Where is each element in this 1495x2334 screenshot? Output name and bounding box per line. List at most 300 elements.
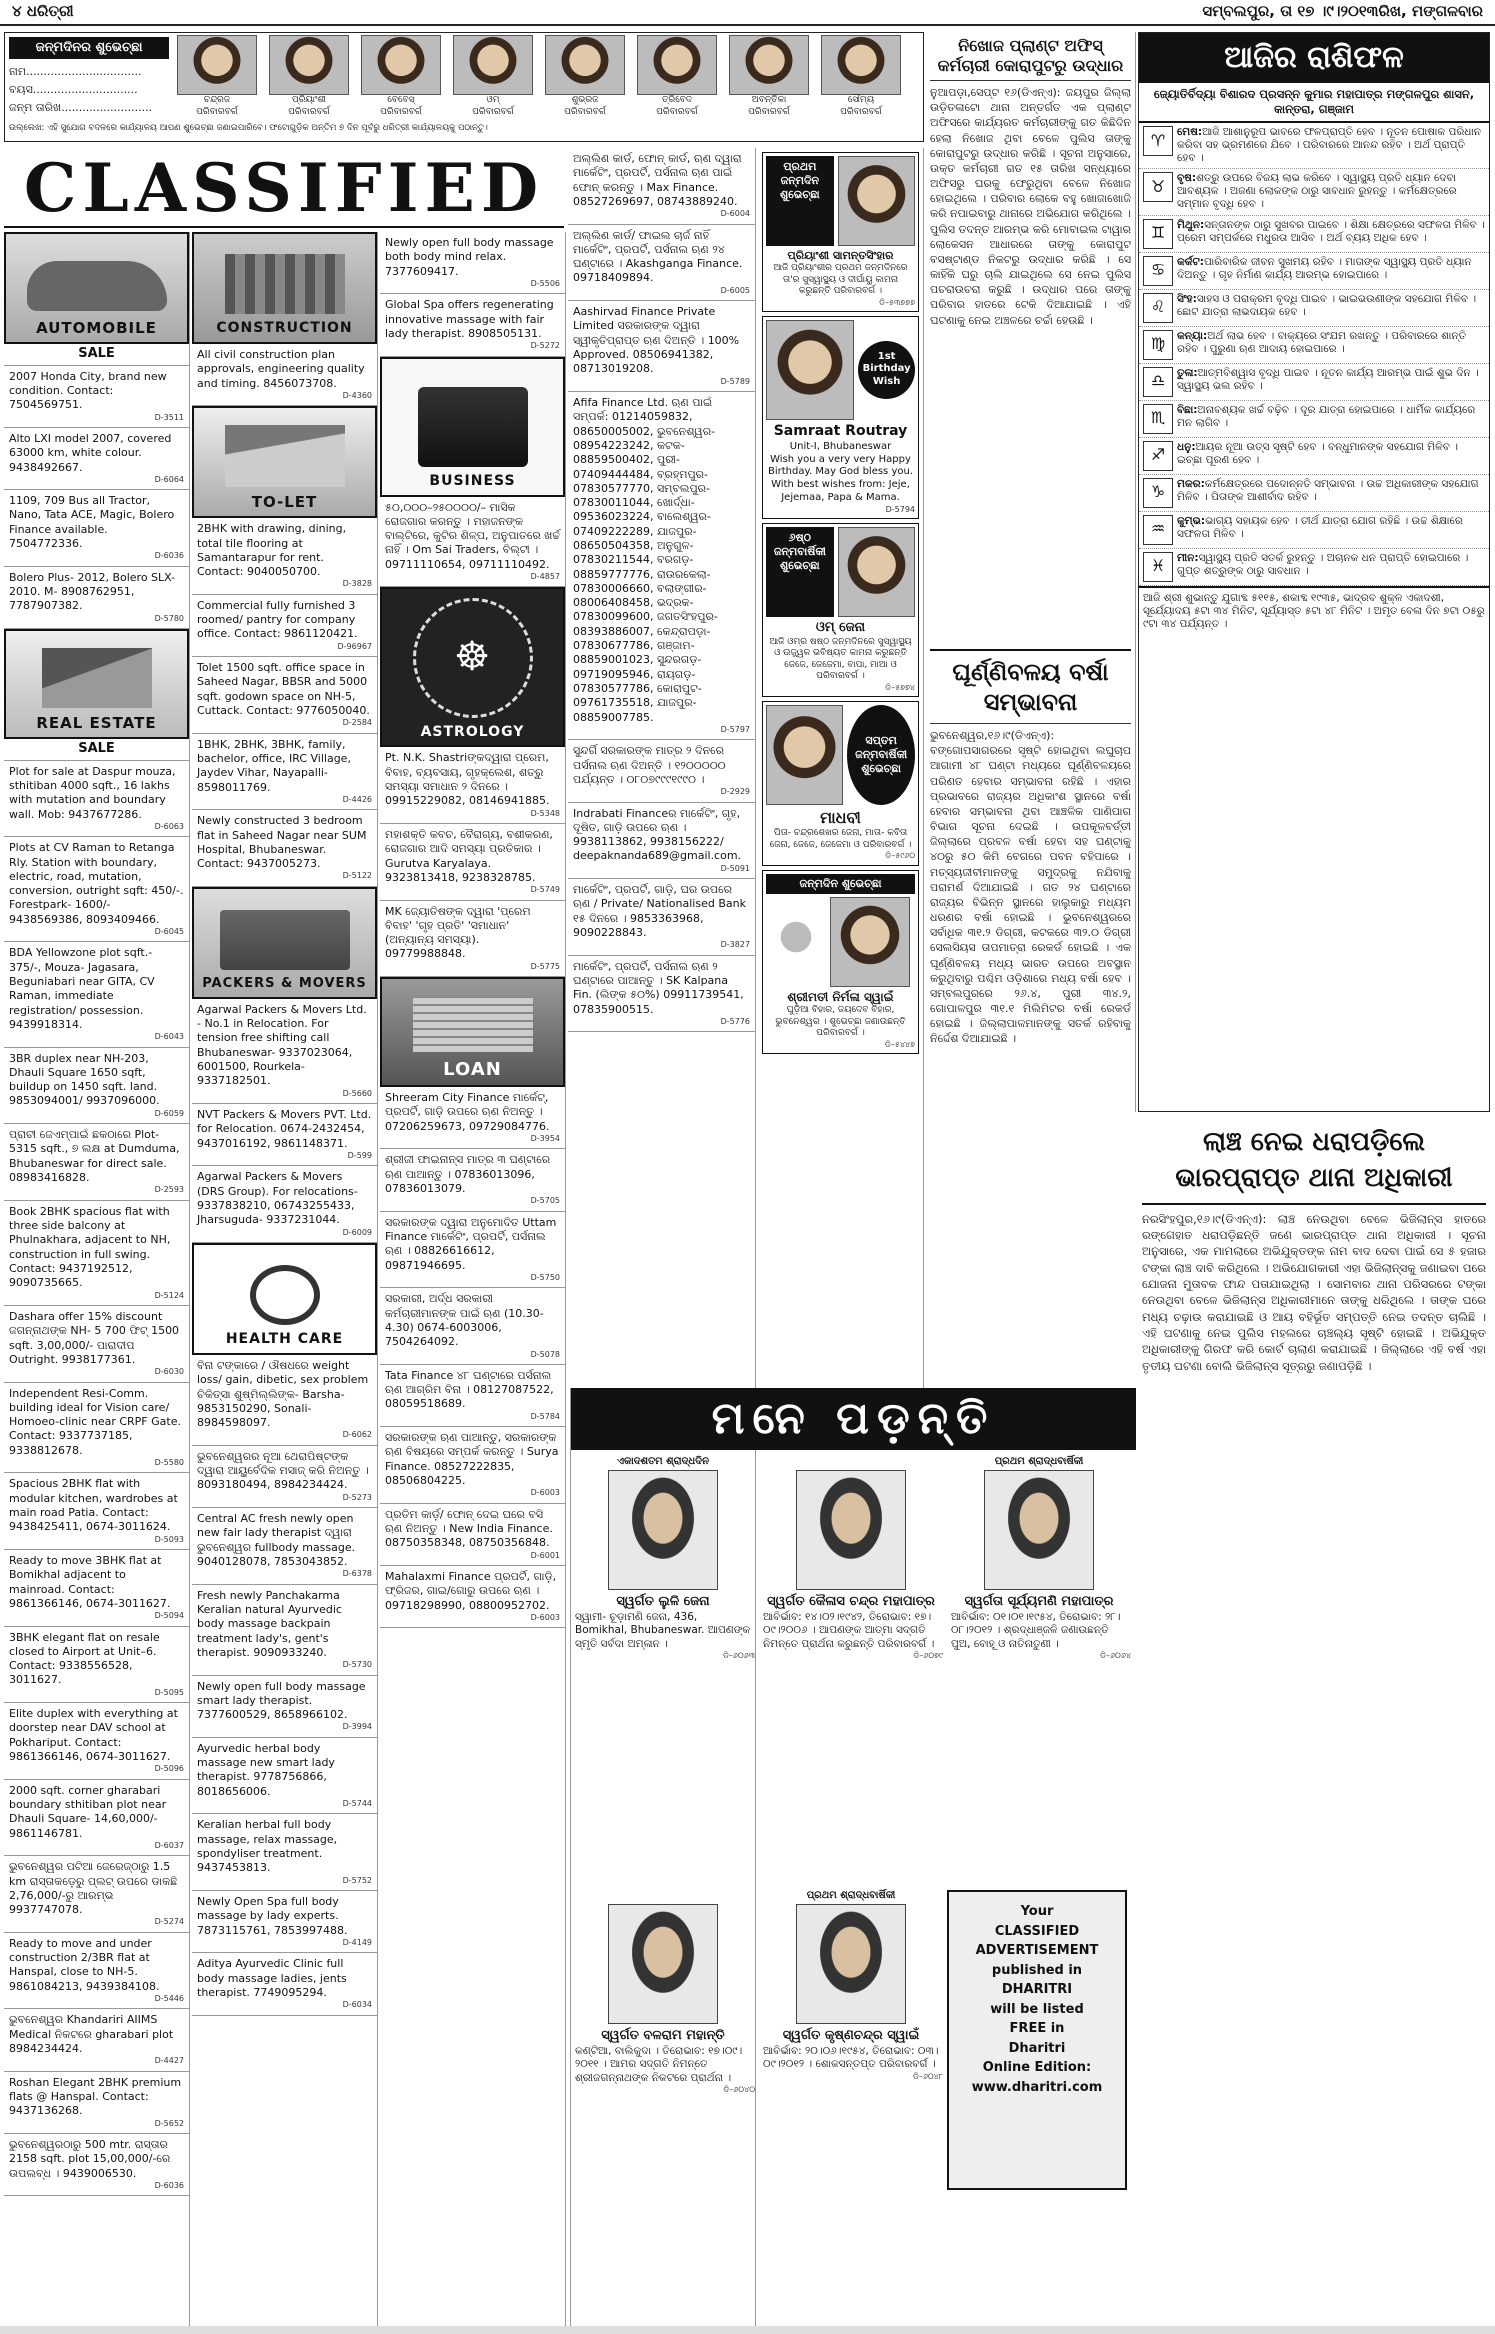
ad-code: D-6003 [530, 1612, 560, 1622]
rashi-text [1177, 172, 1485, 211]
rashi-symbol-icon: ♏ [1143, 404, 1173, 434]
rashi-text [1177, 256, 1485, 286]
rashi-text [1177, 515, 1485, 545]
wish4-text: ପିତା- ଚନ୍ଦ୍ରଶେଖର ଜେନା, ମାତା- କବିତା ଜେନା, ଜେଜେ, ଜେଜେମା ଓ ପରିବାରବର୍ଗ । [769, 828, 912, 850]
news3-block [1138, 1120, 1490, 2328]
ad-text: 3BR duplex near NH-203, Dhauli Square 1650 sqft, buildup on 1450 sqft. land. 9853094001/ 9937096000. [9, 1051, 160, 1108]
ad-text: ପ୍ରତିମ କାର୍ଡ଼/ ଫୋନ୍ ଦେଇ ଘରେ ବସି ଋଣ ନିଅନ୍ତୁ । New India Finance. 08750358348, 08750356848. [385, 1507, 553, 1550]
wish1-title: ପ୍ରଥମ ଜନ୍ମଦିନ ଶୁଭେଚ୍ଛା [766, 156, 834, 246]
classified-ad [380, 1427, 565, 1504]
ad-text: ସରକାରୀ, ଅର୍ଦ୍ଧ ସରକାରୀ କର୍ମଚାରୀମାନଙ୍କ ପାଇଁ ଋଣ (10.30-4.30) 0674-6003006, 7504264092. [385, 1292, 544, 1349]
classified-ad [192, 1891, 377, 1953]
classified-ad [568, 879, 755, 956]
classified-ad [192, 1585, 377, 1676]
memorial-title: ମନେ ପଡ଼ନ୍ତି [571, 1388, 1136, 1450]
wish5-name: ଶ୍ରୀମତୀ ନିର୍ମଳା ସ୍ୱାଇଁ [787, 989, 894, 1004]
ad-text: Plots at CV Raman to Retanga Rly. Station with boundary, electric, road, mutation, conversion, outright sqft: 450/-. Forestpark- 1600/- 9438569386, 8093409466. [9, 841, 184, 926]
memorial-tag: ପ୍ରଥମ ଶ୍ରାଦ୍ଧବାର୍ଷିକୀ [806, 1890, 896, 1901]
classified-ad [4, 366, 189, 428]
ad-code: D-6036 [154, 2180, 184, 2190]
ad-code: D-6378 [342, 1569, 372, 1579]
classified-ad [192, 1104, 377, 1166]
briefcase-icon [418, 387, 528, 467]
rashi-text [1177, 478, 1485, 508]
rashi-text [1177, 293, 1485, 323]
ad-text: Aashirvad Finance Private Limited ସରକାରଙ୍କ ଦ୍ୱାରା ସ୍ୱୀକୃତିପ୍ରାପ୍ତ ଋଣ ଦିଅନ୍ତି । 100% Approved. 08506941382, 08713019208. [573, 305, 740, 376]
memorial-photo [796, 1470, 906, 1590]
promo-line: Your [1020, 1904, 1054, 1919]
memorial-photo [984, 1470, 1094, 1590]
rashi-text [1177, 552, 1485, 582]
ad-code: D-5705 [530, 1196, 560, 1206]
form-dob: ଜନ୍ମ ତାରିଖ.......................... [9, 101, 153, 114]
children-photos [175, 35, 920, 119]
ad-code: D-5730 [342, 1660, 372, 1670]
wish1-name: ପ୍ରିୟାଂଶୀ ସାମନ୍ତସିଂହାର [787, 249, 894, 262]
news1-body: ନୁଆପଡ଼ା,ସେପ୍ଟ ୧୬(ଡିଏନ୍ଏ): ଜୟପୁର ଜିଲ୍ଲା ଉଡ଼ିତଳାଟୋ ଥାନା ଅନ୍ତର୍ଗତ ଏକ ପ୍ଲାଣ୍ଟ ଅଫିସରେ କାର୍ଯ୍ୟରତ କର୍ମଚାରୀଙ୍କୁ ଗତ କିଛିଦିନ ହେଲା ନିଖୋଜ ଥିବା ବେଳେ ପୁଲିସ ତାଙ୍କୁ କୋରାପୁଟରୁ ଉଦ୍ଧାର କରିଛି । ସୂଚନା ଅନୁସାରେ, ଉକ୍ତ କର୍ମଚାରୀ ଗତ ୧୫ ତାରିଖ ସନ୍ଧ୍ୟାରେ ଅଫିସରୁ ଘରକୁ ଫେରୁଥିବା ବେଳେ ନିଖୋଜ ହୋଇଥିଲେ । ପରିବାର ଲୋକେ ବହୁ ଖୋଜାଖୋଜି କରି ନପାଇବାରୁ ଥାନାରେ ଅଭିଯୋଗ କରିଥିଲେ । ପୁଲିସ ତଦନ୍ତ ଆରମ୍ଭ କରି ମୋବାଇଲ ଟାୱାର ଲୋକେସନ ଆଧାରରେ ତାଙ୍କୁ କୋରାପୁଟ ବସଷ୍ଟାଣ୍ଡ ନିକଟରୁ ଉଦ୍ଧାର କରିଛି । ସେ କାହିଁକି ଘରୁ ଚାଲି ଯାଇଥିଲେ ସେ ନେଇ ପୁଲିସ ପଚରାଉଚରା କରୁଛି । ଉଦ୍ଧାର ପରେ ତାଙ୍କୁ ପରିବାର ହାତରେ ଟେକି ଦିଆଯାଇଛି । ଏହି ଘଟଣାକୁ ନେଇ ଅଞ୍ଚଳରେ ଚର୍ଚ୍ଚା ହେଉଛି । [930, 86, 1131, 327]
rashi-symbol-icon: ♑ [1143, 478, 1173, 508]
classified-ad [380, 1288, 565, 1365]
rashi-desc: ଆଜି ଆଶାନୁରୂପ ଭାବରେ ଫଳପ୍ରାପ୍ତି ହେବ । ନୂତନ ପୋଷାକ ପରିଧାନ କରିବା ସହ ଭ୍ରମଣରେ ଯିବେ । ପରିବାରରେ ଆନନ୍ଦ ରହିବ । ଅର୍ଥ ପ୍ରାପ୍ତି ହେବ । [1177, 125, 1482, 165]
classified-ad [568, 225, 755, 302]
ad-code: D-5506 [530, 278, 560, 288]
ad-text: ବିନା ଟଙ୍କାରେ / ଔଷଧରେ weight loss/ gain, dibetic, sex problem ଚିକିତ୍ସା ଶୁଷ୍ମିଲ୍ଲିଙ୍କ- Barsha- 9853150290, Sonali- 8984598097. [197, 1358, 369, 1430]
ad-code: D-6005 [720, 285, 750, 295]
page-number: ୪ ଧରିତ୍ରୀ [12, 2, 74, 21]
wish1-code: ଡି–୫୩୭୭୭ [879, 297, 915, 307]
rashi-item [1139, 123, 1489, 169]
ad-text: Spacious 2BHK flat with modular kitchen, wardrobes at main road Patia. Contact: 9438425411, 0674-3011624. [9, 1477, 178, 1534]
birthday-form [9, 63, 169, 117]
finance-ads [568, 148, 755, 1032]
packers-section [192, 887, 377, 999]
construction-label: CONSTRUCTION [216, 320, 353, 337]
rashi-name: ତୁଳା: [1177, 366, 1198, 379]
rashi-symbol-icon: ♒ [1143, 515, 1173, 545]
child-name: ଅବନ୍ତିକା [751, 95, 787, 105]
business-label: BUSINESS [429, 472, 516, 489]
memorial-tag [759, 1456, 943, 1470]
classified-ad [192, 657, 377, 734]
rashi-name: ବିଛା: [1177, 403, 1198, 416]
memorial-card [759, 1890, 943, 2082]
classified-ad [192, 1508, 377, 1585]
ad-code: D-4426 [342, 794, 372, 804]
child-sub: ପରିବାରବର୍ଗ [380, 106, 422, 117]
rashi-item [1139, 475, 1489, 512]
memorial-card [571, 1890, 755, 2095]
ad-code: D-5660 [342, 1088, 372, 1098]
classified-ad [192, 1814, 377, 1891]
memorial-photo [796, 1904, 906, 2024]
ad-text: 1BHK, 2BHK, 3BHK, family, bachelor, office, IRC Village, Jaydev Vihar, Nayapalli- 8598011769. [197, 737, 351, 794]
classified-ad [4, 2134, 189, 2196]
madhavi-birthday-wish [762, 701, 919, 866]
promo-line: Online Edition: [982, 2060, 1092, 2075]
child-photo [821, 35, 901, 95]
promo-line: CLASSIFIED [994, 1923, 1080, 1939]
wish2-text: Wish you a very very Happy Birthday. May God bless you. With best wishes from: Jeje, Jejemaa, Papa & Mama. [767, 453, 913, 503]
classified-ad [192, 1738, 377, 1815]
flower-image [766, 897, 826, 977]
classified-ad [4, 1306, 189, 1383]
child-card [359, 35, 443, 119]
wish4-code: ଡି–୫୯୬୦ [885, 851, 915, 861]
news3-body: ନରସିଂହପୁର,୧୬।୯(ଡିଏନ୍ଏ): ଲାଞ୍ଚ ନେଉଥିବା ବେଳେ ଭିଜିଲାନ୍ସ ହାତରେ ରଙ୍ଗେହାତ ଧରାପଡ଼ିଛନ୍ତି ଜଣେ ଭାରପ୍ରାପ୍ତ ଥାନା ଅଧିକାରୀ । ସୂଚନା ଅନୁସାରେ, ଏକ ମାମଲାରେ ଅଭିଯୁକ୍ତଙ୍କ ନାମ ବାଦ ଦେବା ପାଇଁ ସେ ୫ ହଜାର ଟଙ୍କା ଲାଞ୍ଚ ଦାବି କରିଥିଲେ । ଅଭିଯୋଗକାରୀ ଏହା ଭିଜିଲାନ୍ସକୁ ଜଣାଇବା ପରେ ଯୋଜନା ମୁତାବକ ଫାନ୍ଦ ପତାଯାଇଥିଲା । ସୋମବାର ଥାନା ପରିସରରେ ଟଙ୍କା ନେଉଥିବା ବେଳେ ଭିଜିଲାନ୍ସ ଅଧିକାରୀମାନେ ତାଙ୍କୁ ଧରିଥିଲେ । ତାଙ୍କ ଘରେ ମଧ୍ୟ ଚଢ଼ାଉ କରାଯାଇଛି ଓ ଆୟ ବହିର୍ଭୂତ ସମ୍ପତ୍ତି ନେଇ ତଦନ୍ତ ଚାଲିଛି । ଏହି ଘଟଣାକୁ ନେଇ ପୁଲିସ ମହଲରେ ଚାଞ୍ଚଲ୍ୟ ସୃଷ୍ଟି ହୋଇଛି । ଅଭିଯୁକ୍ତ ଅଧିକାରୀଙ୍କୁ ଗିରଫ କରି କୋର୍ଟ ଚାଲାଣ କରାଯାଇଛି । ଜିଲ୍ଲାରେ ଏହି ବର୍ଷ ଏହା ତୃତୀୟ ଘଟଣା ବୋଲି ଭିଜିଲାନ୍ସ ସୂତ୍ରରୁ ଜଣାପଡ଼ିଛି । [1142, 1211, 1486, 1373]
classified-column-1 [4, 232, 190, 2328]
ad-code: D-5749 [530, 885, 560, 895]
ad-code: D-6037 [154, 1840, 184, 1850]
ad-text: ୫୦,୦୦୦–୨୫୦୦୦୦/– ମାସିକ ରୋଜଗାର କରନ୍ତୁ । ମହାଜନଙ୍କ ବାଲ୍ଟିରେ, କୁଟିର ଶିଳ୍ପ, ଅନୁପାତରେ ଖର୍ଚ୍ଚ ନାହିଁ । Om Sai Traders, ବିଲ୍ଟୀ । 09711110654, 09711110492. [385, 500, 560, 571]
rashi-name: ସିଂହ: [1177, 292, 1197, 305]
packers-ads [192, 999, 377, 1243]
child-photo [729, 35, 809, 95]
construction-ads [192, 344, 377, 406]
ad-text: Shreeram City Finance ମାର୍କେଟ୍, ପ୍ରପର୍ଟି, ଗାଡ଼ି ଉପରେ ଋଣ ନିଅନ୍ତୁ । 07206259673, 09729084776. [385, 1091, 550, 1133]
zodiac-wheel-icon: ☸ [413, 598, 533, 718]
rashi-item [1139, 327, 1489, 364]
classified-ad [4, 1383, 189, 1474]
child-name: ଚନ୍ଦ୍ରଜ [203, 95, 231, 105]
online-edition-promo [947, 1890, 1127, 2190]
memorial-name: ସ୍ୱର୍ଗତ ଲୁଳି ଜେନା [616, 1594, 710, 1609]
ad-code: D-5784 [530, 1411, 560, 1421]
ad-text: ଭୁବନେଶ୍ୱରର ନୂଆ ଥେରାପିଷ୍ଟଙ୍କ ଦ୍ୱାରା ଆୟୁର୍ବେଦିକ ମସାଜ୍ କରି ନିଅନ୍ତୁ । 8093180494, 8984234424. [197, 1449, 369, 1492]
memorial-text: ଆବିର୍ଭାବ: ୦୧।୦୧।୧୯୫୪, ତିରୋଭାବ: ୨୮।୦୮।୨୦୧୨ । ଶ୍ରଦ୍ଧାଞ୍ଜଳି ଜଣାଉଛନ୍ତି ପୁଅ, ବୋହୂ ଓ ନାତିନାତୁଣୀ । [951, 1610, 1121, 1650]
classified-ad [4, 2072, 189, 2134]
memorial-photo [608, 1904, 718, 2024]
news3-headline: ଲାଞ୍ଚ ନେଇ ଧରାପଡ଼ିଲେ ଭାରପ୍ରାପ୍ତ ଥାନା ଅଧିକାରୀ [1142, 1124, 1486, 1205]
rashi-text [1177, 126, 1485, 165]
wish2-badge: 1st Birthday Wish [858, 341, 915, 399]
ad-code: D-5272 [530, 341, 560, 351]
rashi-symbol-icon: ♉ [1143, 172, 1173, 202]
om-birthday-wish [762, 523, 919, 697]
astrology-ads [380, 747, 565, 977]
ad-text: Tata Finance ୪୮ ଘଣ୍ଟାରେ ପର୍ସନାଲ ଋଣ ଆଗ୍ରିମ ବିନା । 08127087522, 08059518689. [385, 1368, 554, 1411]
sale-head: SALE [4, 344, 189, 366]
ad-text: ମାର୍କେଟିଂ, ପ୍ରପର୍ଟି, ଗାଡ଼ି, ଘର ଉପରେ ଋଣ / Private/ Nationalised Bank ୧୫ ଦିନରେ । 9853363968, 9090228843. [573, 883, 746, 939]
promo-line: Dharitri [1008, 2040, 1066, 2056]
classified-ad [4, 1780, 189, 1857]
wish2-code: D-5794 [885, 504, 915, 514]
classified-ad [380, 824, 565, 901]
ad-text: Bolero Plus- 2012, Bolero SLX- 2010. M- 8908762951, 7787907382. [9, 570, 176, 613]
promo-line: ADVERTISEMENT [975, 1943, 1099, 1958]
classified-ad [380, 1504, 565, 1566]
ad-text: Ready to move 3BHK flat at Bomikhal adjacent to mainroad. Contact: 9861366146, 0674-3011627. [9, 1553, 171, 1610]
rashi-desc: ଆତ୍ମବିଶ୍ୱାସ ବୃଦ୍ଧି ପାଇବ । ନୂତନ କାର୍ଯ୍ୟ ଆରମ୍ଭ ପାଇଁ ଶୁଭ ଦିନ । ସ୍ୱାସ୍ଥ୍ୟ ଭଲ ରହିବ । [1177, 366, 1479, 392]
business-section [380, 357, 565, 497]
ad-code: D-5348 [530, 808, 560, 818]
ad-code: D-3511 [154, 412, 184, 422]
classified-ad [568, 956, 755, 1033]
automobile-section [4, 232, 189, 344]
child-photo [453, 35, 533, 95]
classified-ad [568, 740, 755, 802]
ad-code: D-4149 [342, 1937, 372, 1947]
classified-column-3 [380, 232, 566, 2328]
child-photo [177, 35, 257, 95]
child-name: ବେବେସ୍ [387, 95, 415, 105]
health-section [192, 1243, 377, 1355]
classified-ad [4, 1856, 189, 1933]
memorial-card [759, 1456, 943, 1661]
to-let-label: TO-LET [251, 493, 318, 512]
child-sub: ପରିବାରବର୍ଗ [748, 106, 790, 117]
ad-text: Newly open full body massage smart lady therapist. 7377600529, 8658966102. [197, 1679, 366, 1722]
child-name: ଓମ୍ [486, 95, 500, 105]
ad-code: D-6034 [342, 2000, 372, 2010]
rashi-text [1177, 404, 1485, 434]
classified-ad [192, 1166, 377, 1243]
classified-ad [192, 734, 377, 811]
rashi-desc: ଶତ୍ରୁ ଉପରେ ବିଜୟ ଲାଭ କରିବେ । ସ୍ୱାସ୍ଥ୍ୟ ପ୍ରତି ଧ୍ୟାନ ଦେବା ଆବଶ୍ୟକ । ଅଜଣା ଲୋକଙ୍କ ଠାରୁ ସାବଧାନ ରୁହନ୍ତୁ । କର୍ମକ୍ଷେତ୍ରରେ ସମ୍ମାନ ବୃଦ୍ଧି ହେବ । [1177, 172, 1457, 211]
child-sub: ପରିବାରବର୍ଗ [472, 106, 514, 117]
rashi-symbol-icon: ♊ [1143, 219, 1173, 249]
ad-code: D-5096 [154, 1764, 184, 1774]
classified-column-2 [192, 232, 378, 2328]
classified-ad [192, 1953, 377, 2015]
rashifal-title: ଆଜିର ରାଶିଫଳ [1139, 33, 1489, 83]
wish5-text: ଘୁଡ଼ିଆ ବିହାର, ଜୟଦେବ ବିହାର, ଭୁବନେଶ୍ୱର । ଶୁଭେଚ୍ଛା ଜଣାଉଛନ୍ତି ପରିବାରବର୍ଗ । [775, 1005, 906, 1039]
classified-ad [192, 344, 377, 406]
rashi-desc: ଅର୍ଥ ଲାଭ ହେବ । ବାକ୍ୟରେ ସଂଯମ ରଖନ୍ତୁ । ପରିବାରରେ ଶାନ୍ତି ରହିବ । ପୁରୁଣା ଋଣ ଆଦାୟ ହୋଇପାରେ । [1177, 329, 1467, 355]
sale-head-2: SALE [4, 739, 189, 761]
wish5-title: ଜନ୍ମଦିନ ଶୁଭେଚ୍ଛା [766, 874, 915, 894]
automobile-label: AUTOMOBILE [36, 318, 157, 337]
rashi-item [1139, 549, 1489, 586]
rashi-desc: ଅନାବଶ୍ୟକ ଖର୍ଚ୍ଚ ବଢ଼ିବ । ଦୂର ଯାତ୍ରା ହୋଇପାରେ । ଧାର୍ମିକ କାର୍ଯ୍ୟରେ ମନ ଲାଗିବ । [1177, 403, 1476, 429]
ad-text: Dashara offer 15% discount ଜଗନ୍ନାଥଙ୍କ NH- 5 700 ଫିଟ୍ 1500 sqft. 3,00,000/- ପାରାଦୀପ Outright. 9938177361. [9, 1309, 180, 1366]
page-header [0, 0, 1495, 26]
ad-text: 2000 sqft. corner gharabari boundary sthitiban plot near Dhauli Square- 14,60,000/- 9861146781. [9, 1783, 167, 1840]
ad-code: D-5094 [154, 1611, 184, 1621]
classified-ad [568, 392, 755, 740]
ad-code: D-6062 [342, 1430, 372, 1440]
wish3-text: ଆଜି ଓମ୍ର ଷଷ୍ଠ ଜନ୍ମଦିନରେ ସୁସ୍ୱାସ୍ଥ୍ୟ ଓ ଉଜ୍ଜ୍ୱଳ ଭବିଷ୍ୟତ କାମନା କରୁଛନ୍ତି ଜେଜେ, ଜେଜେମା, ବାପା, ମାଆ ଓ ପରିବାରବର୍ଗ । [769, 636, 912, 682]
ad-code: D-5780 [154, 613, 184, 623]
ad-text: BDA Yellowzone plot sqft.- 375/-, Mouza- Jagasara, Beguniabari near GITA, CV Raman, immediate registration/ possession. 9439918314. [9, 946, 155, 1031]
ad-code: D-5752 [342, 1875, 372, 1885]
promo-line: FREE in [1009, 2021, 1065, 2036]
rashi-item [1139, 512, 1489, 549]
classified-ad [4, 490, 189, 567]
ad-code: D-3994 [342, 1722, 372, 1732]
ad-code: D-6001 [530, 1550, 560, 1560]
memorial-name: ସ୍ୱର୍ଗତ ବଳରାମ ମହାନ୍ତି [601, 2028, 725, 2043]
ad-code: D-6045 [154, 927, 184, 937]
page-footer [0, 2326, 1495, 2334]
rashi-name: ମିଥୁନ: [1177, 218, 1205, 231]
birthday-title: ଜନ୍ମଦିନର ଶୁଭେଚ୍ଛା [9, 37, 169, 59]
classified-ad [4, 1933, 189, 2010]
rashi-item [1139, 169, 1489, 215]
promo-line: www.dharitri.com [971, 2079, 1103, 2095]
classified-ad [4, 942, 189, 1047]
wishes-column [758, 148, 924, 1388]
car-image [27, 261, 167, 311]
rashi-symbol-icon: ♍ [1143, 330, 1173, 360]
ad-code: D-4427 [154, 2056, 184, 2066]
classified-ad [380, 1149, 565, 1211]
ad-text: Newly constructed 3 bedroom flat in Saheed Nagar near SUM Hospital, Bhubaneswar. Contact: 9437005273. [197, 814, 367, 871]
dateline: ସମ୍ବଲପୁର, ତା ୧୭ ।୯।୨୦୧୩ରିଖ, ମଙ୍ଗଳବାର [1202, 2, 1483, 21]
building-image [225, 254, 345, 314]
ad-text: Commercial fully furnished 3 roomed/ pantry for company office. Contact: 9861120421. [197, 598, 358, 641]
promo-line: published in [991, 1962, 1083, 1978]
ad-code: D-6064 [154, 474, 184, 484]
classified-ad [380, 1212, 565, 1289]
rashi-item [1139, 438, 1489, 475]
rashi-desc: ସନ୍ତାନଙ୍କ ଠାରୁ ସୁଖବର ପାଇବେ । ଶିକ୍ଷା କ୍ଷେତ୍ରରେ ସଫଳତା ମିଳିବ । ପ୍ରେମ ସମ୍ପର୍କରେ ମଧୁରତା ଆସିବ । ଅର୍ଥ ବ୍ୟୟ ଅଧିକ ହେବ । [1177, 218, 1485, 244]
rashi-text [1177, 367, 1485, 397]
ad-code: D-5078 [530, 1349, 560, 1359]
birthday-note: ଉଲ୍ଲେଖ: ଏହି ସୁଯୋଗ ବଦଳରେ କାର୍ଯ୍ୟାଳୟ ଆପଣ ଶୁଭେଚ୍ଛା ଜଣାଇପାରିବେ। ଫଟୋଗୁଡ଼ିକ ଅନ୍ତିମ ୭ ଦିନ ପୂର୍ବରୁ ଧରିତ୍ରୀ କାର୍ଯ୍ୟାଳୟକୁ ପଠାନ୍ତୁ। [9, 123, 488, 133]
rashi-name: ମେଷ: [1177, 125, 1203, 138]
ad-text: ମାର୍କେଟିଂ, ପ୍ରପର୍ଟି, ପର୍ସନାଲ ଋଣ ୨ ଘଣ୍ଟାରେ ପାଆନ୍ତୁ । SK Kalpana Fin. (ଲିଙ୍କ ୫୦%) 09911739541, 07835900515. [573, 959, 744, 1016]
rashi-item [1139, 401, 1489, 438]
child-name: ପ୍ରିୟାଂଶୀ [291, 95, 326, 105]
promo-line: DHARITRI [1001, 1982, 1073, 1997]
child-card [543, 35, 627, 119]
memorial-code: ଡି–୬୦୬୪ [1100, 1650, 1131, 1660]
ad-code: D-5750 [530, 1272, 560, 1282]
ad-text: Indrabati Financeର ମାର୍କେଟିଂ, ଗୃହ, ଦୂଷିତ, ଗାଡ଼ି ଉପରେ ଋଣ । 9938113862, 9938156222/ deepaknanda689@gmail.com. [573, 806, 742, 863]
ad-text: Fresh newly Panchakarma Keralian natural Ayurvedic body massage backpain treatment lady's, gent's therapist. 9090933240. [197, 1588, 342, 1659]
wish3-code: ଡି–୫୭୭୪ [885, 682, 915, 692]
ad-text: 2007 Honda City, brand new condition. Contact: 7504569751. [9, 369, 167, 412]
classified-ad [380, 294, 565, 356]
child-photo [637, 35, 717, 95]
ad-code: D-3828 [342, 579, 372, 589]
classified-ad [568, 148, 755, 225]
classified-ad [192, 810, 377, 887]
ad-code: D-5124 [154, 1290, 184, 1300]
to-let-ads [192, 518, 377, 887]
rashi-name: କନ୍ୟା: [1177, 329, 1208, 342]
business-ads [380, 497, 565, 588]
money-image [413, 997, 533, 1052]
ad-code: D-6009 [342, 1227, 372, 1237]
rashi-name: ଧନୁ: [1177, 440, 1196, 453]
rashi-name: ବୃଷ: [1177, 172, 1197, 185]
classified-ad [4, 2009, 189, 2071]
ad-text: 2BHK with drawing, dining, total tile flooring at Samantarapur for rent. Contact: 9040050700. [197, 522, 347, 579]
real-estate-label: REAL ESTATE [36, 713, 157, 732]
ad-code: D-4857 [530, 572, 560, 582]
ad-code: D-5095 [154, 1687, 184, 1697]
classified-ad [4, 428, 189, 490]
memorial-text: ଆବିର୍ଭାବ: ୨୦।୦୬।୧୯୫୪, ତିରୋଭାବ: ୦୩।୦୯।୨୦୧୨ । ଶୋକସନ୍ତପ୍ତ ପରିବାରବର୍ଗ । [763, 2044, 939, 2071]
classified-ad [192, 518, 377, 595]
classified-ad [192, 595, 377, 657]
rashi-symbol-icon: ♓ [1143, 552, 1173, 582]
ad-text: Global Spa offers regenerating innovative massage with fair lady therapist. 8908505131. [385, 298, 554, 340]
ad-code: D-5093 [154, 1534, 184, 1544]
ad-code: D-96967 [337, 641, 372, 651]
ad-text: ଅଲ୍ଲିଣ କାର୍ଡ/ ଫାଇଲ ଚାର୍ଜ ନାହିଁ ମାର୍କେଟିଂ, ପ୍ରପର୍ଟି, ପର୍ସନାଲ ଋଣ ୨୪ ଘଣ୍ଟାରେ । Akashganga Finance. 09718409894. [573, 228, 743, 285]
classified-ad [380, 232, 565, 294]
ad-code: D-3954 [530, 1134, 560, 1144]
ad-code: D-5580 [154, 1457, 184, 1467]
health-ads [192, 1355, 377, 2016]
child-name: ତ୍ରିବେଦ [661, 95, 693, 105]
stethoscope-icon [250, 1265, 320, 1325]
ad-text: Central AC fresh newly open new fair lady therapist ଦ୍ୱାରା ଭୁବନେଶ୍ୱର fullbody massage. 9040128078, 7853043852. [197, 1512, 356, 1568]
child-card [175, 35, 259, 119]
rashi-symbol-icon: ♋ [1143, 256, 1173, 286]
ad-code: D-5775 [530, 961, 560, 971]
classified-ad [4, 1627, 189, 1704]
classified-ad [192, 1446, 377, 1508]
ad-text: Alto LXI model 2007, covered 63000 km, white colour. 9438492667. [9, 431, 172, 474]
ad-code: D-2584 [342, 718, 372, 728]
loan-section [380, 977, 565, 1087]
rashi-item [1139, 364, 1489, 401]
memorial-text: ଆବିର୍ଭାବ: ୧୪।୦୨।୧୯୪୨, ତିରୋଭାବ: ୧୭।୦୯।୨୦୦୬ । ଆପଣଙ୍କ ଆତ୍ମା ସଦ୍‌ଗତି ନିମନ୍ତେ ପ୍ରାର୍ଥନା କରୁଛନ୍ତି ପରିବାରବର୍ଗ । [763, 1610, 935, 1650]
rashi-list [1139, 123, 1489, 586]
real-estate-section [4, 629, 189, 739]
ad-code: D-2929 [720, 787, 750, 797]
ad-code: D-6063 [154, 821, 184, 831]
classified-ad [4, 1048, 189, 1125]
news2-headline: ଘୂର୍ଣ୍ଣିବଳୟ ବର୍ଷା ସମ୍ଭାବନା [930, 649, 1131, 724]
wish3-title: ୬ଷ୍ଠ ଜନ୍ମବାର୍ଷିକୀ ଶୁଭେଚ୍ଛା [766, 527, 834, 617]
classified-ad [192, 1355, 377, 1446]
rashi-symbol-icon: ♈ [1143, 126, 1173, 156]
rashi-desc: ଭାଗ୍ୟ ସହାୟକ ହେବ । ତୀର୍ଥ ଯାତ୍ରା ଯୋଗ ରହିଛି । ଉଚ୍ଚ ଶିକ୍ଷାରେ ସଫଳତା ମିଳିବ । [1177, 514, 1463, 540]
child-sub: ପରିବାରବର୍ଗ [656, 106, 698, 117]
memorial-name: ସ୍ୱର୍ଗତା ସୂର୍ଯ୍ୟମଣି ମହାପାତ୍ର [964, 1594, 1114, 1609]
ad-code: D-5274 [154, 1917, 184, 1927]
rashi-desc: କର୍ମକ୍ଷେତ୍ରରେ ପଦୋନ୍ନତି ସମ୍ଭାବନା । ଉଚ୍ଚ ଅଧିକାରୀଙ୍କ ସହଯୋଗ ମିଳିବ । ପିତାଙ୍କ ଆଶୀର୍ବାଦ ରହିବ । [1177, 477, 1479, 503]
rashi-desc: ଆୟର ନୂଆ ଉତ୍ସ ସୃଷ୍ଟି ହେବ । ବନ୍ଧୁମାନଙ୍କ ସହଯୋଗ ମିଳିବ । ଇଚ୍ଛା ପୂରଣ ହେବ । [1177, 440, 1458, 466]
ad-text: ମହାଶକ୍ତି କବଚ, ବୈରାଗ୍ୟ, ବଶୀକରଣ, ରୋଜଗାର ଆଦି ସମସ୍ୟା ପ୍ରତିକାର । Gurutva Karyalaya. 9323813418, 9238328785. [385, 828, 553, 884]
classified-ad [4, 1201, 189, 1306]
form-name: ନାମ................................. [9, 65, 142, 78]
wish5-code: ଡି–୫୪୪୭ [884, 1039, 915, 1049]
memorial-tag: ପ୍ରଥମ ଶ୍ରାଦ୍ଧବାର୍ଷିକୀ [994, 1456, 1084, 1467]
ad-text: Keralian herbal full body massage, relax massage, spondyliser treatment. 9437453813. [197, 1818, 338, 1875]
rashi-name: କର୍କଟ: [1177, 255, 1204, 268]
child-photo [361, 35, 441, 95]
rashifal-box [1138, 32, 1490, 1112]
ad-text: ଭୁବନେଶ୍ୱର Khandariri AIIMS Medical ନିକଟରେ gharabari plot 8984234424. [9, 2013, 174, 2056]
realestate-ads [4, 761, 189, 2197]
promo-line: will be listed [990, 2001, 1084, 2017]
wish4-name: ମାଧବୀ [820, 807, 861, 827]
rashi-desc: ପାରିବାରିକ ଜୀବନ ସୁଖମୟ ରହିବ । ମାତାଙ୍କ ସ୍ୱାସ୍ଥ୍ୟ ପ୍ରତି ଧ୍ୟାନ ଦିଅନ୍ତୁ । ଗୃହ ନିର୍ମାଣ କାର୍ଯ୍ୟ ଆରମ୍ଭ ହୋଇପାରେ । [1177, 255, 1472, 281]
rashi-name: ମୀନ: [1177, 551, 1199, 564]
classified-ad [4, 837, 189, 942]
ad-code: D-6003 [530, 1488, 560, 1498]
ad-code: D-2593 [154, 1185, 184, 1195]
panchang-text: ଆଜି ଶ୍ରୀ ଶୁଭାନ୍ତୁ ଯୁଗାବ୍ଦ ୫୧୧୫, ଶକାବ୍ଦ ୧୯୩୫, ଭାଦ୍ରବ ଶୁକ୍ଳ ଏକାଦଶୀ, ସୂର୍ଯ୍ୟୋଦୟ ୫ଟା ୩୪ ମିନିଟ, ସୂର୍ଯ୍ୟାସ୍ତ ୫ଟା ୪୮ ମିନିଟ । ଅମୃତ ବେଳା ଦିନ ୭ଟା ୦୫ରୁ ୯ଟା ୩୪ ପର୍ଯ୍ୟନ୍ତ । [1139, 586, 1489, 636]
construction-section [192, 232, 377, 344]
classified-ad [4, 761, 189, 838]
rashi-desc: ସାହସ ଓ ପରାକ୍ରମ ବୃଦ୍ଧି ପାଇବ । ଭାଇଭଉଣୀଙ୍କ ସହଯୋଗ ମିଳିବ । ଛୋଟ ଯାତ୍ରା ଲାଭଦାୟକ ହେବ । [1177, 292, 1477, 318]
rashi-text [1177, 219, 1485, 249]
ad-code: D-6004 [720, 209, 750, 219]
ad-text: Aditya Ayurvedic Clinic full body massage ladies, jents therapist. 7749095294. [197, 1957, 347, 1999]
ad-text: ସରକାରଙ୍କ ଋଣ ପାଆନ୍ତୁ, ସରକାରଙ୍କ ଋଣ ବିଷୟରେ ସମ୍ପର୍କ କରନ୍ତୁ । Surya Finance. 08527222835, 08506804225. [385, 1431, 559, 1488]
ad-text: Agarwal Packers & Movers Ltd. - No.1 in Relocation. For tension free shifting call Bhubaneswar- 9337023064, 6001500, Rourkela-9337182501. [197, 1002, 367, 1088]
rashifal-byline: ଜ୍ୟୋତିର୍ବିଦ୍ୟା ବିଶାରଦ ପ୍ରସନ୍ନ କୁମାର ମହାପାତ୍ର ମଙ୍ଗଳପୁର ଶାସନ, କାନ୍ତରା, ଗଞ୍ଜାମ [1139, 83, 1489, 122]
rashi-item [1139, 253, 1489, 290]
wish3-photo [838, 527, 915, 617]
wish3-name: ଓମ୍ ଜେନା [815, 619, 866, 635]
